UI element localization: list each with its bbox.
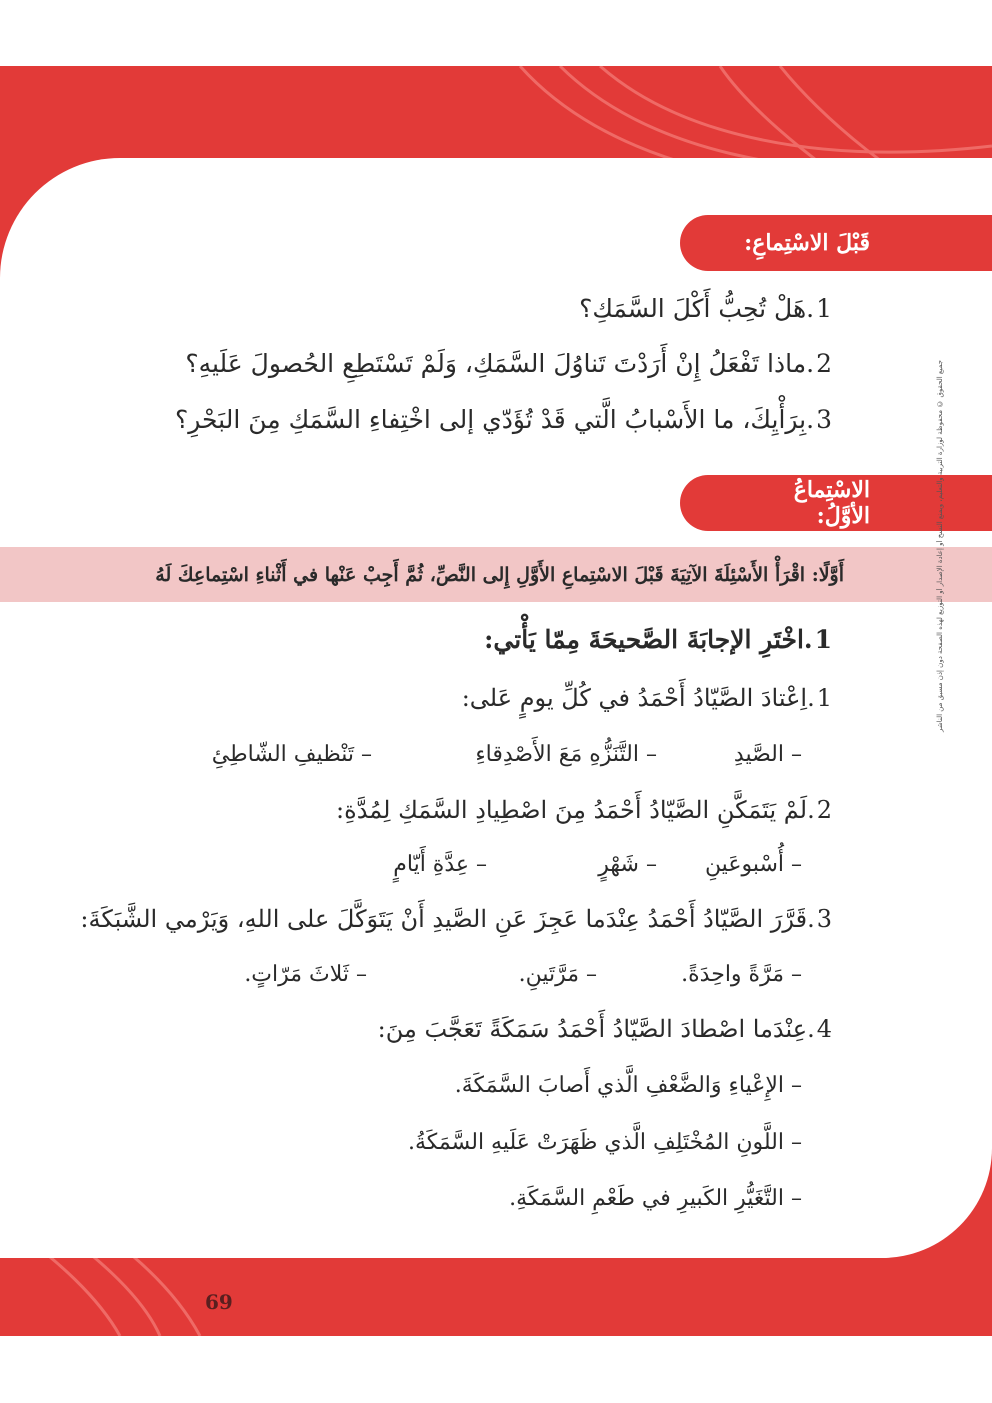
question-number: 2	[816, 349, 832, 378]
option: – أُسْبوعَينِ	[704, 852, 802, 877]
instruction-banner: أَوَّلًا: اقْرَأْ الأَسْئِلَةَ الآتِيَةَ قَبْلَ الاسْتِماعِ الأَوَّلِ إِلى النَّصِّ، ثُمَّ أَجِبْ عَنْها في أَثْناءِ اسْتِماعِكَ لَهُ	[0, 547, 992, 602]
option: – الإِعْياءِ وَالضَّعْفِ الَّذي أَصابَ السَّمَكَةَ.	[454, 1073, 802, 1098]
option: – الصَّيدِ	[733, 742, 802, 767]
option: – عِدَّةِ أَيّامٍ	[393, 852, 487, 877]
item-number: 1	[816, 684, 832, 712]
option: – التَّنَزُّهِ مَعَ الأَصْدِقاءِ	[475, 742, 657, 767]
exercise-item-1	[462, 684, 832, 712]
copyright-side-note: جميع الحقوق © محفوظة لوزارة التربية والتعليم، ويمنع النسخ أو إعادة الإصدار أو التوزيع لهذه الصفحة دون إذن مسبق من الناشر	[936, 360, 944, 733]
exercise-number: 1	[814, 625, 832, 654]
question-text: .هَلْ تُحِبُّ أَكْلَ السَّمَكِ؟	[579, 294, 815, 323]
before-question-1	[579, 294, 832, 323]
option: – مَرَّةً واحِدَةً.	[681, 962, 802, 987]
option: – شَهْرٍ	[598, 852, 657, 877]
question-text: .ماذا تَفْعَلُ إِنْ أَرَدْتَ تَناوُلَ السَّمَكِ، وَلَمْ تَسْتَطِعِ الحُصولَ عَلَيهِ؟	[185, 349, 815, 378]
option: – ثَلاثَ مَرّاتٍ.	[244, 962, 367, 987]
exercise-item-4	[378, 1015, 832, 1043]
option: – اللَّونِ المُخْتَلِفِ الَّذي ظَهَرَتْ عَلَيهِ السَّمَكَةُ.	[407, 1130, 802, 1155]
item-text: .قَرَّرَ الصَّيّادُ أَحْمَدُ عِنْدَما عَجِزَ عَنِ الصَّيدِ أَنْ يَتَوَكَّلَ على اللهِ، وَيَرْمي الشَّبَكَةَ:	[80, 905, 815, 933]
before-question-3	[175, 405, 832, 434]
exercise-title	[484, 625, 832, 654]
option: – تَنْظيفِ الشّاطِئِ	[211, 742, 372, 767]
exercise-title-text: .اخْتَرِ الإجابَةَ الصَّحيحَةَ مِمّا يَأْتي:	[484, 625, 813, 654]
question-number: 1	[816, 294, 832, 323]
item-text: .اِعْتادَ الصَّيّادُ أَحْمَدُ في كُلِّ يومٍ عَلى:	[461, 684, 815, 712]
question-number: 3	[816, 405, 832, 434]
before-question-2	[185, 349, 832, 378]
option: – مَرَّتَينِ.	[518, 962, 597, 987]
exercise-item-3	[80, 905, 832, 933]
heading-first-listening: الاسْتِماعُ الأوَّلُ:	[680, 475, 992, 531]
page-number: 69	[205, 1290, 233, 1314]
option: – التَّغَيُّرِ الكَبيرِ في طَعْمِ السَّمَكَةِ.	[509, 1186, 802, 1211]
heading-before-listening: قَبْلَ الاسْتِماعِ:	[680, 215, 992, 271]
item-number: 2	[816, 796, 832, 824]
item-number: 4	[816, 1015, 832, 1043]
exercise-item-2	[336, 796, 832, 824]
item-text: .عِنْدَما اصْطادَ الصَّيّادُ أَحْمَدُ سَمَكَةً تَعَجَّبَ مِنَ:	[377, 1015, 815, 1043]
item-number: 3	[816, 905, 832, 933]
question-text: .بِرَأْيِكَ، ما الأَسْبابُ الَّتي قَدْ تُؤَدّي إلى اخْتِفاءِ السَّمَكِ مِنَ البَحْرِ؟	[174, 405, 815, 434]
item-text: .لَمْ يَتَمَكَّنِ الصَّيّادُ أَحْمَدُ مِنَ اصْطِيادِ السَّمَكِ لِمُدَّةِ:	[336, 796, 815, 824]
